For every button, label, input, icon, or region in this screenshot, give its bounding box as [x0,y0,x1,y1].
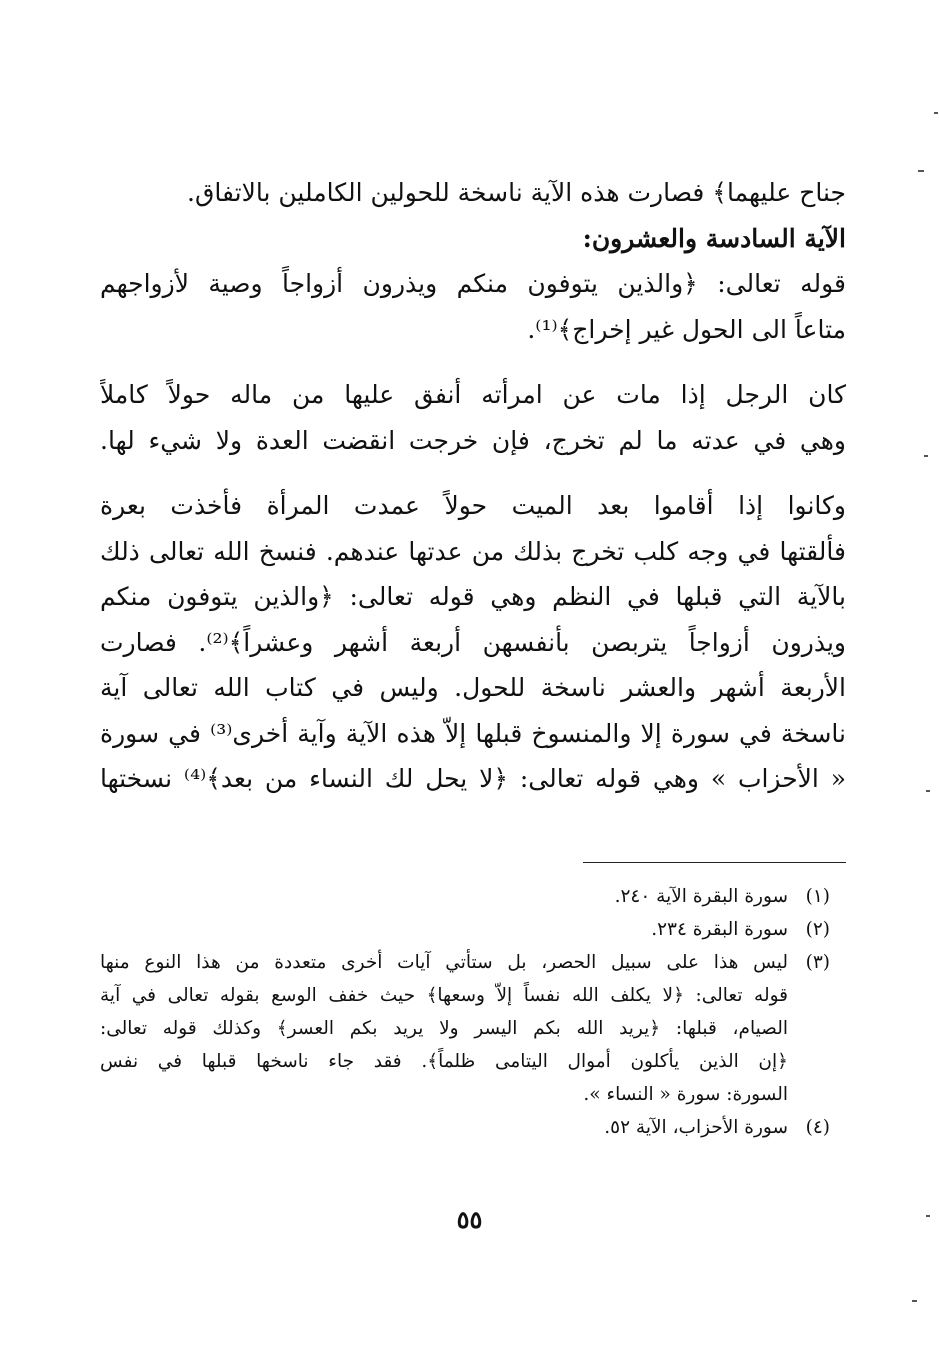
footnote-number: (٣) [805,952,830,973]
main-text [100,170,846,802]
footnote-separator [583,862,846,863]
footnote-line: قوله تعالى: ﴿لا يكلف الله نفساً إلاّ وسعها﴾ حيث خفف الوسع بقوله تعالى في آية [100,985,788,1006]
scan-speck [918,170,924,172]
text-line: الأربعة أشهر والعشر ناسخة للحول. وليس في كتاب الله تعالى آية [100,673,846,702]
footnote-number: (٢) [805,919,830,940]
footnote-line: ليس هذا على سبيل الحصر، بل ستأتي آيات أخرى متعددة من هذا النوع منها [100,952,788,973]
text-line: متاعاً الى الحول غير إخراج﴾⁽¹⁾. [527,314,846,344]
footnote [100,880,830,913]
footnote-line: سورة البقرة ٢٣٤. [651,919,788,940]
scan-speck [924,455,928,457]
text-line: كان الرجل إذا مات عن امرأته أنفق عليها من ماله حولاً كاملاً [100,380,846,409]
footnote-line: ﴿إن الذين يأكلون أموال اليتامى ظلماً﴾. فقد جاء ناسخها قبلها في نفس [100,1051,788,1072]
footnote-line: السورة: سورة « النساء ». [583,1084,788,1105]
footnote-line: الصيام، قبلها: ﴿يريد الله بكم اليسر ولا يريد بكم العسر﴾ وكذلك قوله تعالى: [100,1018,788,1039]
footnote [100,1111,830,1144]
text-line: ناسخة في سورة إلا والمنسوخ قبلها إلاّ هذه الآية وآية أخرى⁽³⁾ في سورة [100,718,846,748]
page-number: ٥٥ [456,1205,483,1234]
text-line: وهي في عدته ما لم تخرج، فإن خرجت انقضت العدة ولا شيء لها. [100,425,846,455]
text-line: قوله تعالى: ﴿والذين يتوفون منكم ويذرون أزواجاً وصية لأزواجهم [100,269,846,298]
footnote-number: (١) [805,886,830,907]
text-line: ويذرون أزواجاً يتربصن بأنفسهن أربعة أشهر وعشراً﴾⁽²⁾. فصارت [100,627,846,657]
footnote [100,913,830,946]
text-line: وكانوا إذا أقاموا بعد الميت حولاً عمدت المرأة فأخذت بعرة [100,491,846,520]
text-line: « الأحزاب » وهي قوله تعالى: ﴿لا يحل لك النساء من بعد﴾⁽⁴⁾ نسختها [100,764,846,793]
footnote-number: (٤) [805,1117,830,1138]
section-heading: الآية السادسة والعشرون: [582,223,846,253]
footnote [100,946,830,1111]
text-line: جناح عليهما﴾ فصارت هذه الآية ناسخة للحولين الكاملين بالاتفاق. [187,178,846,207]
text-line: فألقتها في وجه كلب تخرج بذلك من عدتها عندهم. فنسخ الله تعالى ذلك [100,536,846,566]
footnotes [100,880,830,1144]
scan-speck [926,790,930,792]
scan-speck [934,112,938,114]
footnote-line: سورة البقرة الآية ٢٤٠. [614,886,788,907]
scan-speck [912,1300,917,1302]
scan-speck [926,1215,930,1217]
text-line: بالآية التي قبلها في النظم وهي قوله تعالى: ﴿والذين يتوفون منكم [100,582,846,611]
footnote-line: سورة الأحزاب، الآية ٥٢. [604,1117,788,1138]
